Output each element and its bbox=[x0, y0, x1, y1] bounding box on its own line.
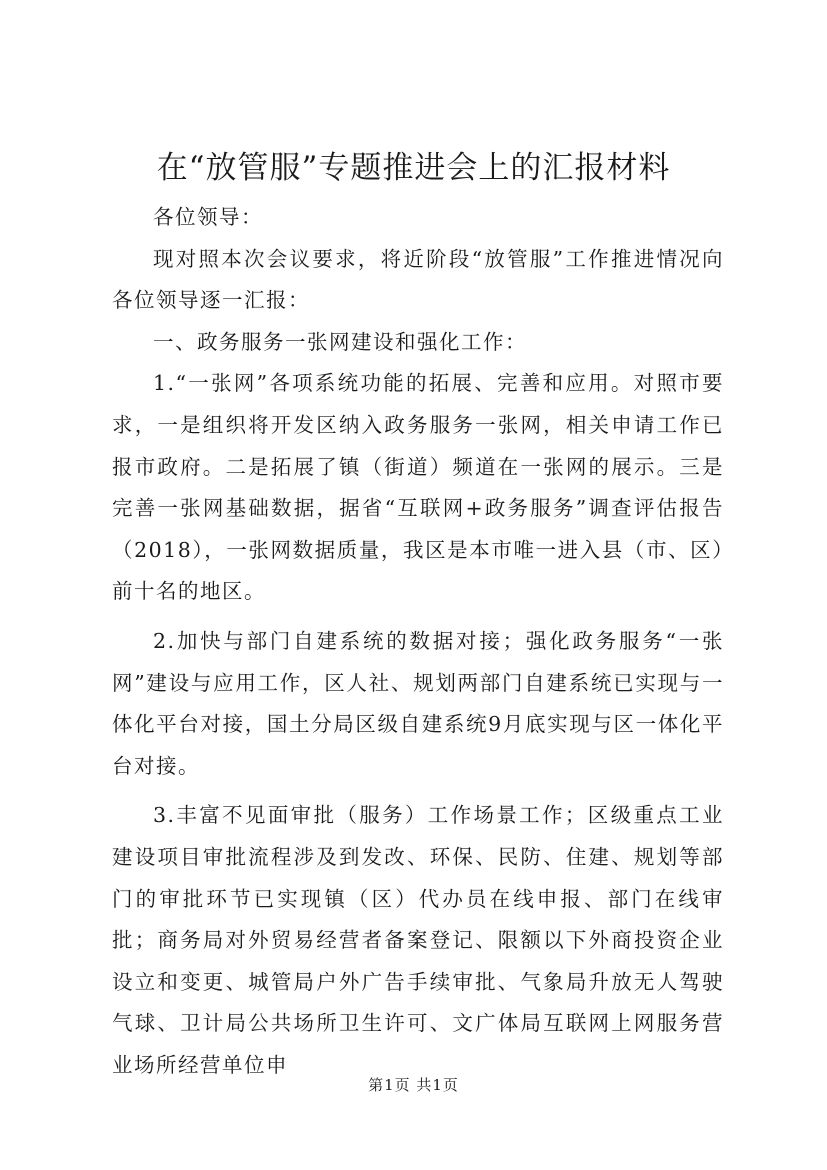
body-paragraph: 3.丰富不见面审批（服务）工作场景工作；区级重点工业建设项目审批流程涉及到发改、环保、民防、住建、规划等部门的审批环节已实现镇（区）代办员在线申报、部门在线审批；商务局对外贸易经营者备案登记、限额以下外商投资企业设立和变更、城管局户外广告手续审批、气象局升放无人驾驶气球、卫计局公共场所卫生许可、文广体局互联网上网服务营业场所经营单位申 bbox=[112, 803, 724, 1077]
section-heading: 一、政务服务一张网建设和强化工作： bbox=[153, 329, 527, 354]
document-body bbox=[112, 197, 724, 1086]
body-paragraph: 1.“一张网”各项系统功能的拓展、完善和应用。对照市要求，一是组织将开发区纳入政务服务一张网，相关申请工作已报市政府。二是拓展了镇（街道）频道在一张网的展示。三是完善一张网基础数据，据省“互联网+政务服务”调查评估报告（2018），一张网数据质量，我区是本市唯一进入县（市、区）前十名的地区。 bbox=[112, 371, 724, 604]
body-paragraph: 2.加快与部门自建系统的数据对接；强化政务服务“一张网”建设与应用工作，区人社、规划两部门自建系统已实现与一体化平台对接，国土分局区级自建系统9月底实现与区一体化平台对接。 bbox=[112, 628, 724, 778]
page-number-footer: 第1页 共1页 bbox=[368, 1076, 459, 1094]
salutation-paragraph: 各位领导： bbox=[153, 205, 263, 229]
document-title: 在“放管服”专题推进会上的汇报材料 bbox=[156, 150, 671, 186]
intro-paragraph: 现对照本次会议要求，将近阶段“放管服”工作推进情况向各位领导逐一汇报： bbox=[112, 246, 724, 313]
